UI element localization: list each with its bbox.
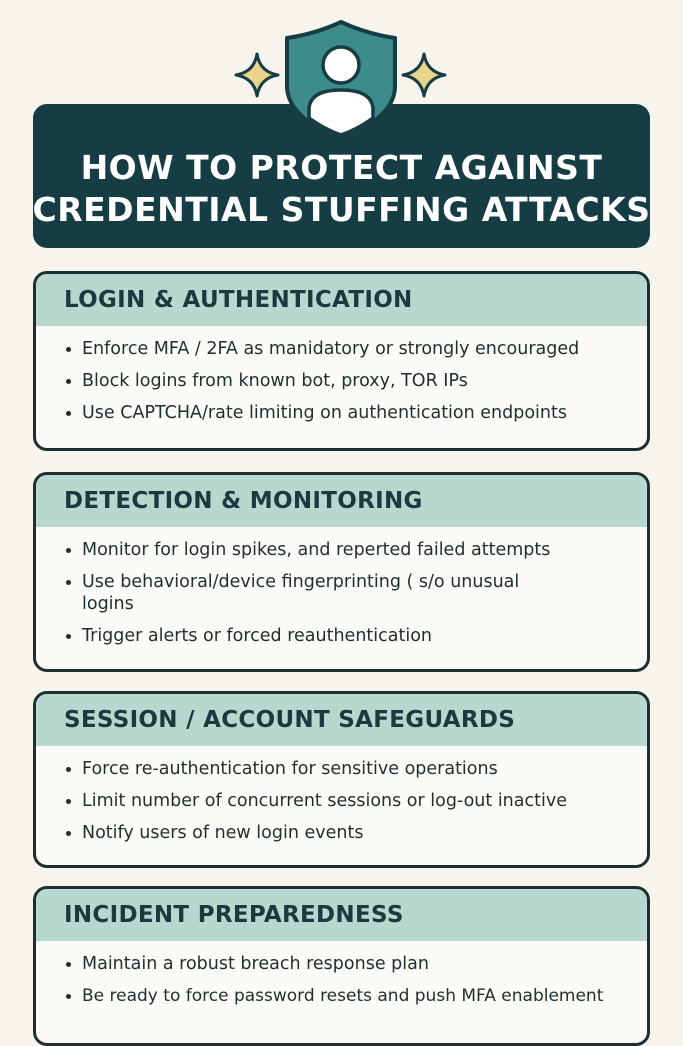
header-graphic	[0, 0, 683, 145]
section-title: LOGIN & AUTHENTICATION	[64, 287, 413, 313]
list-item: Block logins from known bot, proxy, TOR IPs	[64, 370, 627, 392]
sparkle-icon	[403, 54, 445, 96]
list-item: Be ready to force password resets and push MFA enablement	[64, 985, 639, 1007]
section-list	[36, 746, 647, 844]
list-item: Use CAPTCHA/rate limiting on authentication endpoints	[64, 402, 627, 424]
section-header	[36, 889, 647, 941]
section-list	[36, 326, 647, 424]
page-title-line-1: HOW TO PROTECT AGAINST	[80, 148, 603, 187]
list-item: Monitor for login spikes, and reperted failed attempts	[64, 539, 637, 561]
sparkle-icon	[236, 54, 278, 96]
section-title: SESSION / ACCOUNT SAFEGUARDS	[64, 707, 516, 733]
section-detection-monitoring	[33, 472, 650, 672]
list-item: Force re-authentication for sensitive operations	[64, 758, 627, 780]
section-login-authentication	[33, 271, 650, 451]
list-item: Notify users of new login events	[64, 822, 627, 844]
list-item: Maintain a robust breach response plan	[64, 953, 639, 975]
list-item: Trigger alerts or forced reauthentication	[64, 625, 637, 647]
list-item: Enforce MFA / 2FA as manidatory or strongly encouraged	[64, 338, 627, 360]
section-session-account-safeguards	[33, 691, 650, 868]
section-header	[36, 475, 647, 527]
shield-user-icon	[287, 22, 395, 139]
section-list	[36, 941, 647, 1007]
section-incident-preparedness	[33, 886, 650, 1046]
section-header	[36, 274, 647, 326]
section-title: INCIDENT PREPAREDNESS	[64, 902, 404, 928]
page-title-line-2: CREDENTIAL STUFFING ATTACKS	[32, 190, 651, 229]
section-title: DETECTION & MONITORING	[64, 488, 423, 514]
section-list	[36, 527, 647, 647]
section-header	[36, 694, 647, 746]
list-item: Use behavioral/device fingerprinting ( s/o unusual logins	[64, 571, 547, 615]
list-item: Limit number of concurrent sessions or log-out inactive	[64, 790, 627, 812]
